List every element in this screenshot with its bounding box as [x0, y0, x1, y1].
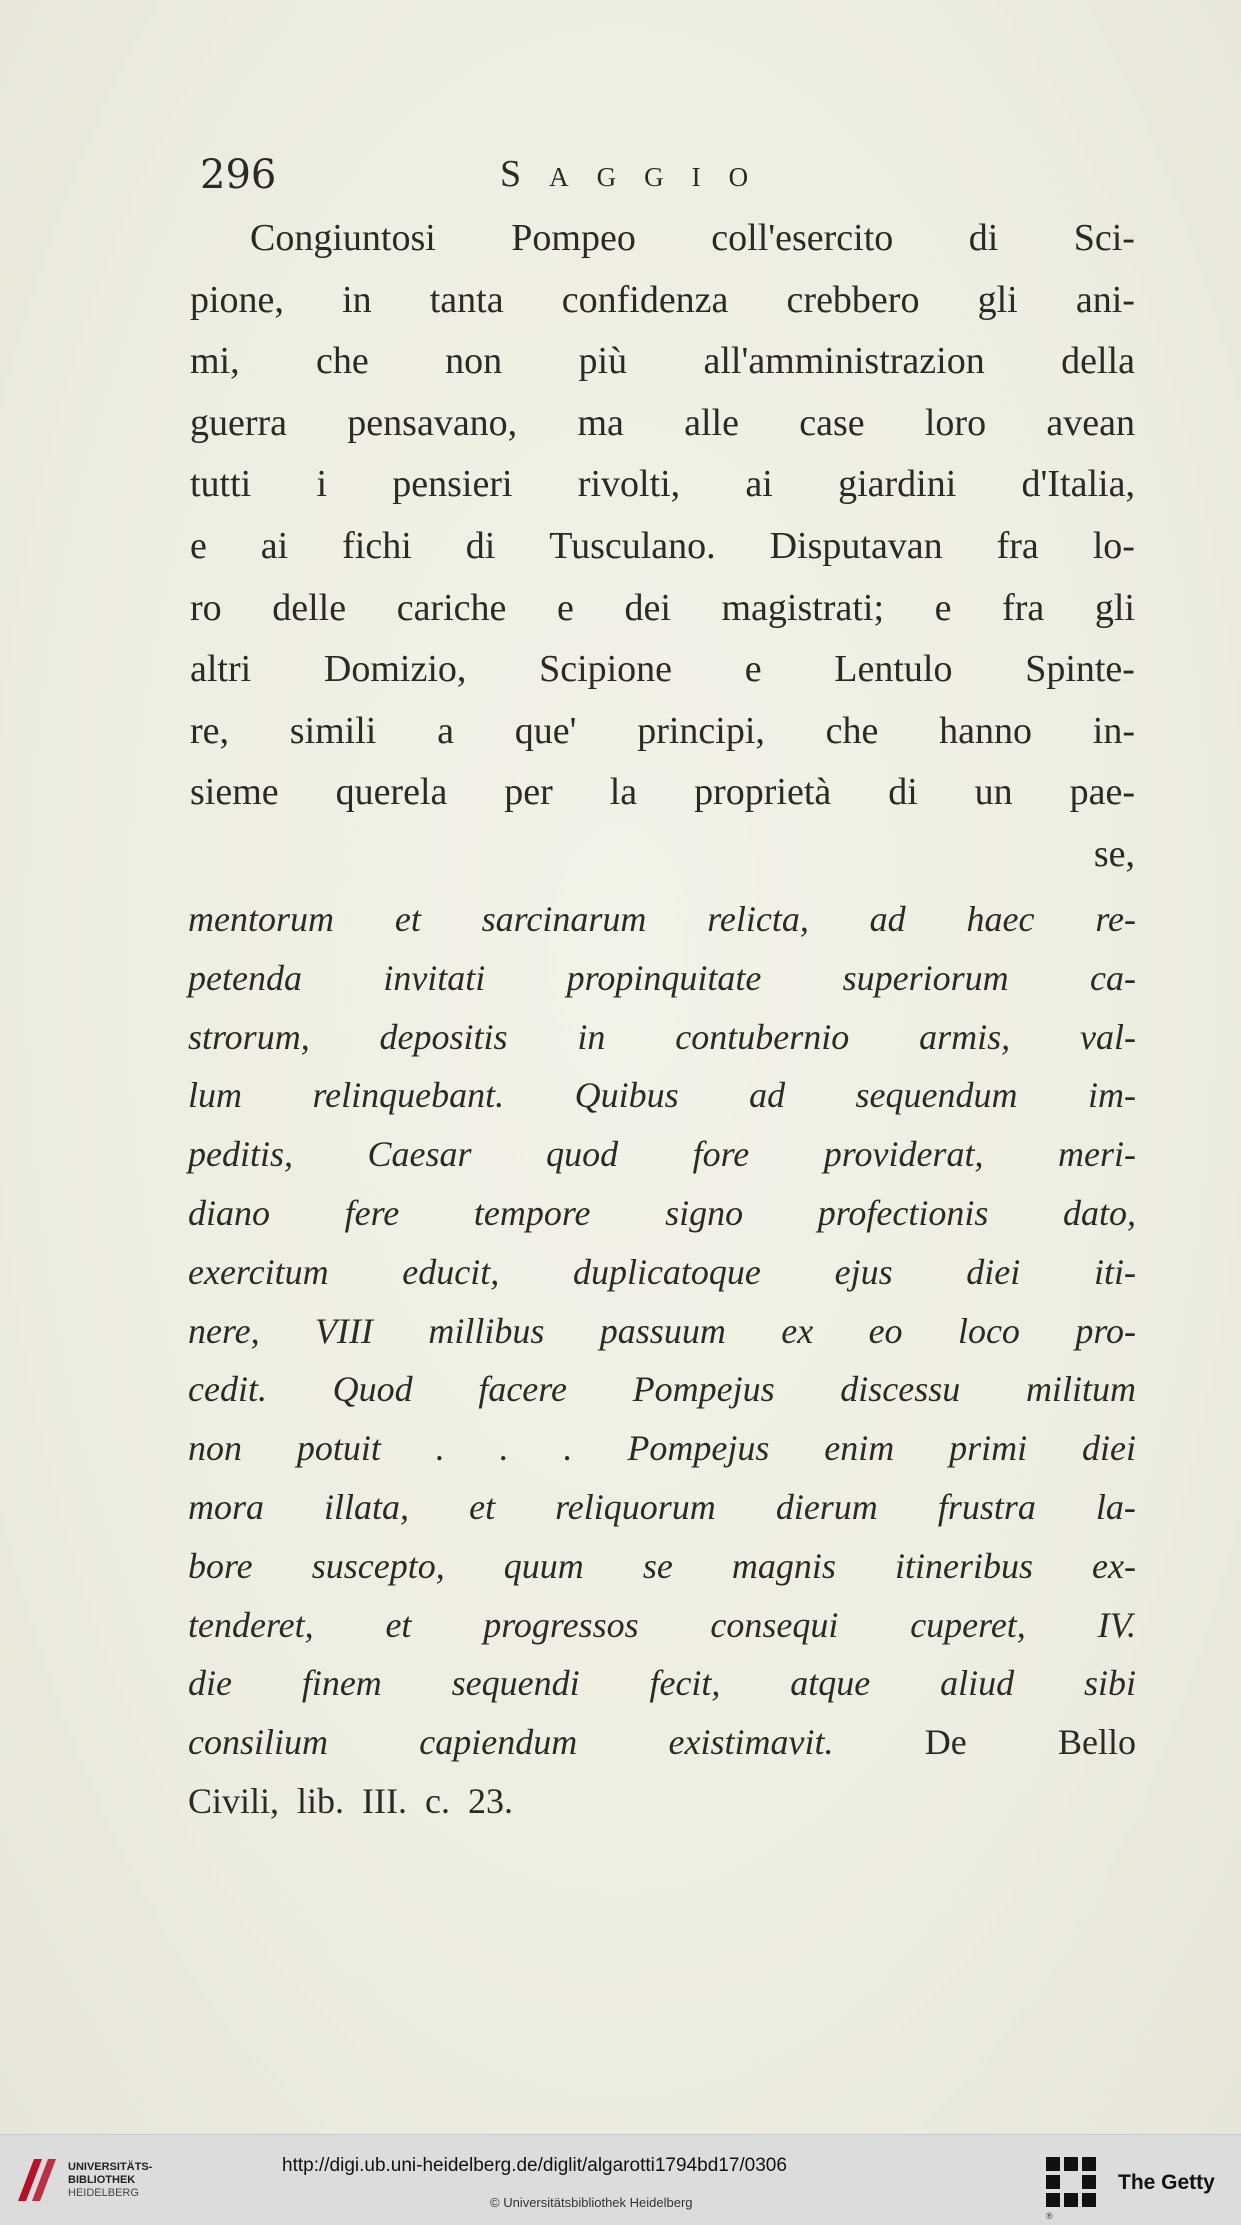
word: contubernio [675, 1016, 850, 1057]
word: petenda [188, 957, 302, 998]
word: e [934, 586, 952, 629]
footnote-latin-quotation [188, 890, 1136, 1831]
word: peditis, [188, 1134, 293, 1175]
word: et [394, 899, 421, 939]
word: Pompeo [511, 217, 636, 259]
word: ad [869, 899, 906, 939]
word: cuperet, [910, 1604, 1026, 1645]
word: Lentulo [834, 648, 953, 691]
word: lib. [297, 1780, 345, 1821]
word: simili [289, 709, 377, 752]
running-title: Saggio [500, 153, 777, 195]
word: IV. [1097, 1604, 1136, 1645]
text-line [190, 516, 1135, 578]
note-line [188, 1184, 1136, 1243]
word: III. [362, 1780, 408, 1821]
word: fra [996, 524, 1039, 567]
word: la [609, 771, 638, 814]
note-line [188, 1713, 1136, 1772]
word: tanta [429, 278, 504, 321]
word: se [642, 1545, 673, 1586]
word: passuum [599, 1310, 726, 1351]
word: lo- [1092, 524, 1135, 567]
word: proprietà [694, 771, 832, 814]
page-number: 296 [200, 152, 277, 198]
word: . [435, 1428, 445, 1469]
word: meri- [1057, 1134, 1136, 1175]
word: providerat, [823, 1134, 984, 1175]
word: mentorum [188, 899, 334, 939]
word: aliud [940, 1663, 1015, 1704]
word: Pompejus [627, 1428, 770, 1469]
word: un [974, 771, 1013, 814]
word: Scipione [539, 648, 673, 691]
word: ca- [1090, 957, 1136, 998]
note-line [188, 1478, 1136, 1537]
word: atque [790, 1663, 871, 1704]
word: non [445, 340, 503, 383]
copyright-notice: © Universitätsbibliothek Heidelberg [490, 2195, 693, 2210]
word: in [342, 278, 372, 321]
word: e [190, 524, 207, 567]
word: Civili, [188, 1780, 280, 1821]
university-library-name: UNIVERSITÄTS- BIBLIOTHEK HEIDELBERG [68, 2161, 153, 2199]
word: ro [190, 586, 222, 629]
word: pae- [1069, 771, 1135, 814]
word: consequi [710, 1604, 839, 1645]
word: pensavano, [347, 401, 518, 444]
word: progressos [483, 1604, 639, 1645]
word: cariche [396, 586, 507, 629]
word: que' [514, 709, 577, 752]
word: altri [190, 648, 252, 691]
word: mi, [190, 340, 240, 383]
word: c. [425, 1780, 450, 1821]
word: Domizio, [323, 648, 467, 691]
word: primi [949, 1428, 1028, 1469]
note-line [188, 1360, 1136, 1419]
note-line [188, 1008, 1136, 1067]
word: sarcinarum [481, 899, 647, 939]
word: propinquitate [566, 957, 762, 998]
text-line [190, 331, 1135, 393]
word: se, [1093, 832, 1135, 875]
word: ex [781, 1310, 814, 1351]
note-line [188, 1302, 1136, 1361]
word: Bello [1057, 1722, 1136, 1763]
word: hanno [939, 709, 1033, 752]
word: e [744, 648, 762, 691]
word: sibi [1083, 1663, 1136, 1704]
word: relicta, [707, 899, 809, 939]
word: frustra [937, 1486, 1036, 1527]
word: Spinte- [1025, 648, 1135, 691]
university-library-logo [12, 2151, 60, 2211]
word: diano [188, 1192, 271, 1233]
word: avean [1046, 401, 1135, 444]
word: pro- [1075, 1310, 1136, 1351]
word: Sci- [1073, 217, 1135, 259]
word: exercitum [188, 1251, 329, 1292]
partner-name: The Getty [1118, 2171, 1215, 2194]
word: suscepto, [311, 1545, 445, 1586]
word: confidenza [561, 278, 729, 321]
word: signo [665, 1192, 744, 1233]
word: depositis [379, 1016, 508, 1057]
word: diei [966, 1251, 1021, 1292]
word: ai [260, 524, 289, 567]
word: sequendum [855, 1075, 1018, 1116]
word: fra [1002, 586, 1045, 629]
word: magistrati; [721, 586, 885, 629]
word: consilium [188, 1722, 328, 1763]
word: superiorum [842, 957, 1009, 998]
word: cedit. [188, 1369, 267, 1410]
note-line [188, 1654, 1136, 1713]
word: pensieri [392, 463, 513, 506]
word: di [968, 217, 999, 259]
word: die [188, 1663, 232, 1704]
word: iti- [1093, 1251, 1136, 1292]
main-body-text [190, 208, 1135, 886]
word: fecit, [649, 1663, 721, 1704]
word: im- [1087, 1075, 1136, 1116]
word: i [316, 463, 328, 506]
word: non [188, 1428, 242, 1469]
word: VIII [315, 1310, 373, 1351]
word: per [504, 771, 553, 814]
word: et [469, 1486, 496, 1527]
word: e [556, 586, 574, 629]
word: in- [1092, 709, 1135, 752]
word: reliquorum [555, 1486, 716, 1527]
word: lum [188, 1075, 242, 1116]
word: fere [344, 1192, 400, 1233]
word: val- [1079, 1016, 1136, 1057]
word: Caesar [367, 1134, 472, 1175]
word: tenderet, [188, 1604, 314, 1645]
word: dei [624, 586, 671, 629]
note-line [188, 890, 1136, 949]
note-line [188, 1596, 1136, 1655]
word: mora [188, 1486, 265, 1527]
word: più [578, 340, 628, 383]
word: ai [745, 463, 773, 506]
word: crebbero [786, 278, 920, 321]
word: loro [924, 401, 987, 444]
word: dato, [1062, 1192, 1136, 1233]
note-line [188, 1243, 1136, 1302]
word: tutti [190, 463, 252, 506]
word: diei [1082, 1428, 1136, 1469]
word: ma [577, 401, 624, 444]
word: bore [188, 1545, 253, 1586]
word: che [316, 340, 369, 383]
word: alle [684, 401, 739, 444]
word: profectionis [817, 1192, 989, 1233]
word: loco [957, 1310, 1020, 1351]
word: eo [868, 1310, 903, 1351]
word: Tusculano. [549, 524, 716, 567]
word: Quod [332, 1369, 413, 1410]
word: quum [503, 1545, 584, 1586]
text-line [190, 578, 1135, 640]
word: et [385, 1604, 412, 1645]
note-line [188, 1066, 1136, 1125]
word: . [563, 1428, 573, 1469]
word: strorum, [188, 1016, 310, 1057]
word: guerra [190, 401, 288, 444]
word: ex- [1092, 1545, 1136, 1586]
note-line [188, 1125, 1136, 1184]
word: che [825, 709, 879, 752]
word: gli [1094, 586, 1135, 629]
word: coll'esercito [711, 217, 894, 259]
word: tempore [473, 1192, 591, 1233]
word: sequendi [451, 1663, 580, 1704]
word: pione, [190, 278, 284, 321]
word: re, [190, 709, 230, 752]
word: capiendum [419, 1722, 578, 1763]
word: itineribus [894, 1545, 1033, 1586]
word: querela [335, 771, 448, 814]
word: illata, [324, 1486, 410, 1527]
word: re- [1095, 899, 1136, 939]
word: magnis [731, 1545, 836, 1586]
word: enim [824, 1428, 895, 1469]
viewer-footer [0, 2134, 1241, 2225]
word: rivolti, [577, 463, 681, 506]
word: duplicatoque [572, 1251, 761, 1292]
word: principi, [637, 709, 765, 752]
word: haec [966, 899, 1035, 939]
registered-mark: ® [1046, 2211, 1053, 2221]
text-line [190, 639, 1135, 701]
permalink-url[interactable]: http://digi.ub.uni-heidelberg.de/diglit/algarotti1794bd17/0306 [282, 2155, 787, 2176]
word: fichi [342, 524, 412, 567]
word: educit, [402, 1251, 500, 1292]
word: la- [1095, 1486, 1136, 1527]
word: existimavit. [668, 1722, 834, 1763]
getty-logo-icon [1044, 2155, 1098, 2211]
word: potuit [296, 1428, 381, 1469]
word: delle [272, 586, 347, 629]
word: della [1061, 340, 1135, 383]
word: fore [692, 1134, 750, 1175]
text-line [190, 824, 1135, 886]
word: facere [478, 1369, 567, 1410]
word: . [499, 1428, 509, 1469]
text-line [190, 208, 1135, 270]
word: quod [546, 1134, 619, 1175]
word: discessu [840, 1369, 961, 1410]
word: ani- [1075, 278, 1135, 321]
word: sieme [190, 771, 279, 814]
word: Quibus [574, 1075, 679, 1116]
page-header [200, 152, 1100, 212]
word: a [437, 709, 454, 752]
word: Disputavan [769, 524, 943, 567]
word: in [577, 1016, 606, 1057]
word: 23. [468, 1780, 513, 1821]
word: di [888, 771, 918, 814]
word: case [799, 401, 865, 444]
word: dierum [775, 1486, 878, 1527]
word: armis, [919, 1016, 1011, 1057]
word: ejus [834, 1251, 893, 1292]
word: invitati [383, 957, 486, 998]
word: di [465, 524, 496, 567]
word: ad [749, 1075, 786, 1116]
text-line [190, 454, 1135, 516]
word: De [924, 1722, 967, 1763]
note-line [188, 1419, 1136, 1478]
text-line [190, 762, 1135, 824]
word: d'Italia, [1021, 463, 1135, 506]
note-line [188, 1537, 1136, 1596]
word: nere, [188, 1310, 260, 1351]
text-line [190, 270, 1135, 332]
word: finem [301, 1663, 382, 1704]
word: relinquebant. [312, 1075, 505, 1116]
word: all'amministrazion [703, 340, 985, 383]
word: millibus [428, 1310, 545, 1351]
text-line [190, 393, 1135, 455]
word: Congiuntosi [250, 217, 436, 259]
note-line [188, 1772, 1136, 1831]
note-line [188, 949, 1136, 1008]
word: Pompejus [632, 1369, 775, 1410]
word: giardini [838, 463, 957, 506]
word: gli [977, 278, 1018, 321]
word: militum [1025, 1369, 1136, 1410]
text-line [190, 701, 1135, 763]
